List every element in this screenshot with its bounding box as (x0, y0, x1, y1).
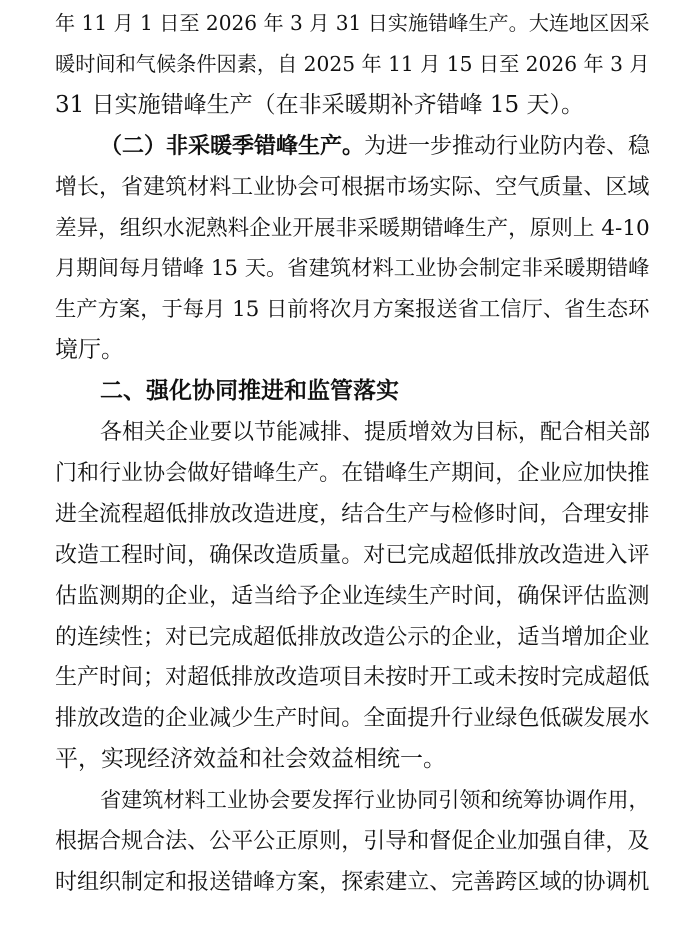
line-text: 月期间每月错峰 15 天。省建筑材料工业协会制定非采暖期错峰 (55, 256, 650, 282)
text-line-13 (0, 494, 700, 534)
line-text: 的连续性；对已完成超低排放改造公示的企业，适当增加企业 (55, 624, 650, 650)
section-heading (0, 371, 700, 411)
line-text: 估监测期的企业，适当给予企业连续生产时间，确保评估监测 (55, 583, 650, 609)
line-text: 生产时间；对超低排放改造项目未按时开工或未按时完成超低 (55, 665, 650, 691)
text-line-9 (0, 330, 700, 370)
text-line-6 (0, 208, 700, 248)
line-text: 时组织制定和报送错峰方案，探索建立、完善跨区域的协调机 (55, 869, 650, 895)
text-line-2 (0, 44, 700, 84)
text-line-15 (0, 576, 700, 616)
subheading-continuation: 为进一步推动行业防内卷、稳 (364, 133, 651, 159)
subheading-title: （二）非采暖季错峰生产。 (100, 132, 365, 159)
line-text: 平，实现经济效益和社会效益相统一。 (55, 746, 446, 773)
text-line-12 (0, 453, 700, 493)
line-text: 改造工程时间，确保改造质量。对已完成超低排放改造进入评 (55, 542, 650, 568)
line-text: 31 日实施错峰生产（在非采暖期补齐错峰 15 天）。 (55, 91, 584, 118)
text-line-5 (0, 167, 700, 207)
line-text: 差异，组织水泥熟料企业开展非采暖期错峰生产，原则上 4-10 (55, 215, 650, 241)
text-line-11 (0, 412, 700, 452)
text-line-16 (0, 617, 700, 657)
line-text: 生产方案，于每月 15 日前将次月方案报送省工信厅、省生态环 (55, 297, 650, 323)
subheading-line (0, 126, 700, 166)
text-line-17 (0, 657, 700, 697)
text-line-19 (0, 739, 700, 779)
text-line-20 (0, 780, 700, 820)
section-heading-text: 二、强化协同推进和监管落实 (100, 378, 399, 405)
line-text: 暖时间和气候条件因素，自 2025 年 11 月 15 日至 2026 年 3 月 (55, 51, 650, 76)
text-line-21 (0, 821, 700, 861)
line-text: 排放改造的企业减少生产时间。全面提升行业绿色低碳发展水 (55, 706, 650, 732)
text-line-7 (0, 248, 700, 288)
line-text: 省建筑材料工业协会要发挥行业协同引领和统筹协调作用， (100, 787, 650, 813)
text-line-8 (0, 289, 700, 329)
text-line-18 (0, 698, 700, 738)
line-text: 境厅。 (55, 337, 124, 364)
line-text: 门和行业协会做好错峰生产。在错峰生产期间，企业应加快推 (55, 460, 650, 486)
text-line-14 (0, 535, 700, 575)
text-line-3 (0, 85, 700, 125)
line-text: 进全流程超低排放改造进度，结合生产与检修时间，合理安排 (55, 501, 650, 527)
text-line-1 (0, 3, 700, 43)
line-text: 年 11 月 1 日至 2026 年 3 月 31 日实施错峰生产。大连地区因采 (55, 11, 650, 35)
text-line-22 (0, 862, 700, 902)
line-text: 增长，省建筑材料工业协会可根据市场实际、空气质量、区域 (55, 174, 650, 200)
line-text: 根据合规合法、公平公正原则，引导和督促企业加强自律，及 (55, 829, 650, 854)
line-text: 各相关企业要以节能减排、提质增效为目标，配合相关部 (100, 420, 651, 445)
